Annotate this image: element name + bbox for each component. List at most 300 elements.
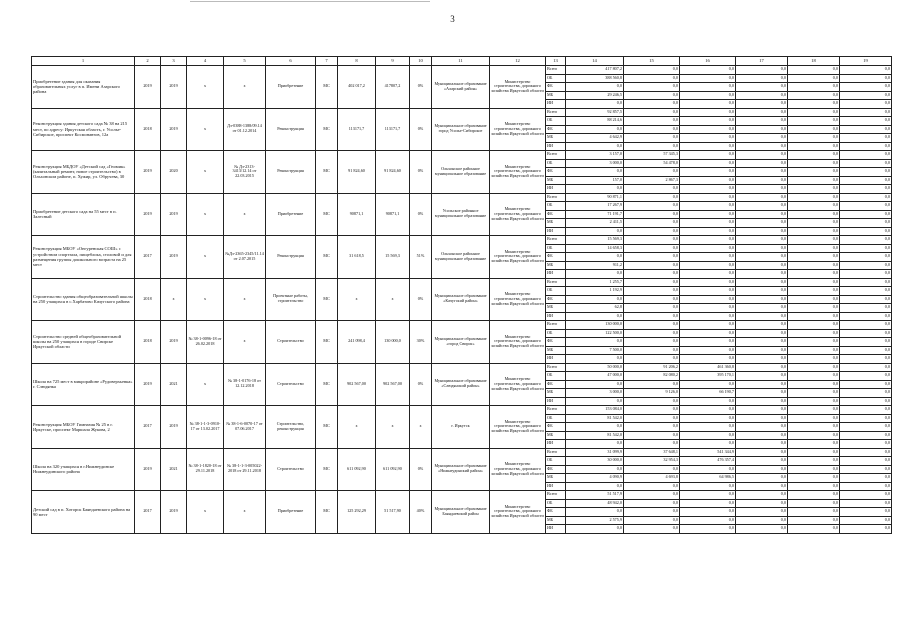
amount-cell: 0,0 [624,499,680,508]
amount-cell: 0,0 [788,321,840,330]
estimated-cost: 113171,7 [338,108,376,151]
funding-source: ИИ [546,312,566,321]
amount-cell: 0,0 [840,142,892,151]
amount-cell: 0,0 [788,66,840,75]
expertise-conclusion: № 38-1-6-0070-17 от 07.06.2017 [224,406,266,449]
amount-cell: 0,0 [680,304,736,313]
funding-source: Всего [546,491,566,500]
readiness-percent: 30% [410,321,432,364]
amount-cell: 0,0 [788,253,840,262]
amount-cell: 0,0 [680,270,736,279]
column-header: 11 [432,57,490,66]
funding-source: ОБ [546,117,566,126]
funding-source: ИИ [546,142,566,151]
amount-cell: 0,0 [788,185,840,194]
responsible-executor: Министерство строительства, дорожного хозяйства Иркутской области [490,406,546,449]
responsible-executor: Министерство строительства, дорожного хозяйства Иркутской области [490,448,546,491]
amount-cell: 0,0 [566,270,624,279]
amount-cell: 0,0 [680,278,736,287]
amount-cell: 0,0 [566,355,624,364]
amount-cell: 0,0 [566,185,624,194]
amount-cell: 48 942,0 [566,499,624,508]
funding-source: Всего [546,406,566,415]
amount-cell: 0,0 [788,499,840,508]
amount-cell: 157,0 [566,176,624,185]
amount-cell: 0,0 [680,346,736,355]
expertise-conclusion: № Дз-2313-3413/12.14 от 22.03.2015 [224,151,266,194]
amount-cell: 0,0 [680,210,736,219]
amount-cell: 0,0 [788,423,840,432]
table-row [32,66,892,75]
amount-cell: 0,0 [566,508,624,517]
estimated-cost: 902 567,00 [338,363,376,406]
amount-cell: 0,0 [624,406,680,415]
work-type: Приобретение [266,491,316,534]
funding-source: МБ [546,176,566,185]
project-name: Приобретение здания для оказания образовательных услуг в п. Имени Азарского района [32,66,135,109]
amount-cell: 0,0 [788,227,840,236]
expertise-conclusion: х [224,491,266,534]
work-type: Строительство [266,321,316,364]
amount-cell: 0,0 [736,346,788,355]
amount-cell: 0,0 [788,117,840,126]
amount-cell: 0,0 [788,525,840,534]
amount-cell: 0,0 [788,74,840,83]
amount-cell: 0,0 [736,525,788,534]
amount-cell: 0,0 [788,406,840,415]
amount-cell: 0,0 [680,338,736,347]
amount-cell: 0,0 [788,125,840,134]
amount-cell: 0,0 [624,516,680,525]
remaining-cost: 611 092,90 [376,448,410,491]
remaining-cost: 15 569,3 [376,236,410,279]
amount-cell: 0,0 [680,414,736,423]
amount-cell: 0,0 [624,525,680,534]
table-row [32,108,892,117]
amount-cell: 388 560,8 [566,74,624,83]
amount-cell: 0,0 [788,142,840,151]
funding-source: ФБ [546,295,566,304]
amount-cell: 0,0 [736,253,788,262]
funding-source: ФБ [546,253,566,262]
amount-cell: 0,0 [624,83,680,92]
work-type: Реконструкция [266,236,316,279]
amount-cell: 14 658,3 [566,244,624,253]
amount-cell: 0,0 [566,142,624,151]
amount-cell: 0,0 [788,491,840,500]
project-name: Реконструкция МБОУ «Онгуренская СОШ» с устройством спортзала, пищеблока, столовой и для размещения группы дошкольного возраста на 25 мест [32,236,135,279]
funding-source: МБ [546,474,566,483]
amount-cell: 0,0 [788,270,840,279]
readiness-percent: х [410,406,432,449]
amount-cell: 0,0 [736,142,788,151]
investment-projects-table [31,56,892,534]
column-header: 7 [316,57,338,66]
amount-cell: 0,0 [840,219,892,228]
start-year: 2017 [135,491,161,534]
amount-cell: 0,0 [736,431,788,440]
amount-cell: 0,0 [736,74,788,83]
amount-cell: 0,0 [624,329,680,338]
amount-cell: 0,0 [788,287,840,296]
amount-cell: 130 000,0 [566,321,624,330]
funding-source: ИИ [546,185,566,194]
amount-cell: 0,0 [624,440,680,449]
customer: г. Иркутск [432,406,490,449]
work-type: Строительство, реконструкция [266,406,316,449]
amount-cell: 0,0 [736,125,788,134]
construction-permit: х [187,151,224,194]
amount-cell: 62,8 [566,304,624,313]
column-header: 9 [376,57,410,66]
amount-cell: 0,0 [624,321,680,330]
page-number: 3 [450,14,455,24]
amount-cell: 0,0 [840,270,892,279]
amount-cell: 0,0 [840,508,892,517]
remaining-cost: 90871,1 [376,193,410,236]
ownership-form: МС [316,363,338,406]
amount-cell: 64 986,5 [680,474,736,483]
amount-cell: 0,0 [680,406,736,415]
amount-cell: 0,0 [680,321,736,330]
amount-cell: 30 000,0 [566,457,624,466]
amount-cell: 7 500,0 [566,346,624,355]
end-year: 2019 [161,193,187,236]
amount-cell: 0,0 [680,117,736,126]
amount-cell: 2 867,3 [624,176,680,185]
start-year: 2018 [135,108,161,151]
expertise-conclusion: х [224,278,266,321]
amount-cell: 0,0 [840,380,892,389]
funding-source: МБ [546,346,566,355]
amount-cell: 0,0 [680,295,736,304]
amount-cell: 476 357,4 [680,457,736,466]
amount-cell: 0,0 [840,168,892,177]
amount-cell: 0,0 [624,74,680,83]
amount-cell: 0,0 [680,134,736,143]
amount-cell: 47 000,0 [566,372,624,381]
amount-cell: 0,0 [736,117,788,126]
amount-cell: 0,0 [680,312,736,321]
customer: Ольхонское районное муниципальное образование [432,151,490,194]
amount-cell: 0,0 [736,236,788,245]
amount-cell: 0,0 [624,142,680,151]
funding-source: ФБ [546,125,566,134]
amount-cell: 0,0 [736,474,788,483]
amount-cell: 0,0 [840,414,892,423]
amount-cell: 0,0 [840,525,892,534]
table-row [32,236,892,245]
amount-cell: 4 642,9 [566,134,624,143]
table-row [32,321,892,330]
amount-cell: 0,0 [840,491,892,500]
amount-cell: 0,0 [840,91,892,100]
funding-source: ОБ [546,244,566,253]
amount-cell: 92 857,5 [566,108,624,117]
amount-cell: 0,0 [566,482,624,491]
amount-cell: 0,0 [736,261,788,270]
funding-source: ИИ [546,100,566,109]
amount-cell: 0,0 [840,159,892,168]
amount-cell: 0,0 [840,66,892,75]
amount-cell: 0,0 [736,304,788,313]
amount-cell: 0,0 [736,355,788,364]
amount-cell: 0,0 [736,338,788,347]
amount-cell: 91 206,2 [624,363,680,372]
amount-cell: 0,0 [788,83,840,92]
work-type: Строительство [266,363,316,406]
amount-cell: 1 255,7 [566,278,624,287]
amount-cell: 0,0 [680,236,736,245]
remaining-cost: 113171,7 [376,108,410,151]
amount-cell: 0,0 [624,414,680,423]
column-header: 16 [680,57,736,66]
amount-cell: 0,0 [840,363,892,372]
amount-cell: 88 214,6 [566,117,624,126]
amount-cell: 0,0 [566,380,624,389]
amount-cell: 0,0 [736,406,788,415]
amount-cell: 0,0 [840,355,892,364]
readiness-percent: 40% [410,491,432,534]
amount-cell: 0,0 [680,261,736,270]
amount-cell: 0,0 [566,83,624,92]
estimated-cost: 611 092,90 [338,448,376,491]
ownership-form: МС [316,321,338,364]
amount-cell: 153 084,0 [566,406,624,415]
remaining-cost: 51 517,90 [376,491,410,534]
amount-cell: 0,0 [840,499,892,508]
amount-cell: 0,0 [624,236,680,245]
amount-cell: 0,0 [788,100,840,109]
project-name: Школа на 725 мест в микрорайоне «Рудоверхьевка» г. Слюдянка [32,363,135,406]
amount-cell: 71 191,7 [566,210,624,219]
amount-cell: 0,0 [788,516,840,525]
funding-source: МБ [546,431,566,440]
amount-cell: 0,0 [840,261,892,270]
column-header: 8 [338,57,376,66]
project-name: Строительство здания общеобразовательной школы на 250 учащихся в с.Харбатово Качугского района [32,278,135,321]
amount-cell: 90 871,1 [566,193,624,202]
amount-cell: 0,0 [566,253,624,262]
amount-cell: 0,0 [680,227,736,236]
expertise-conclusion: х [224,193,266,236]
amount-cell: 0,0 [736,321,788,330]
table-body [32,66,892,534]
work-type: Строительство [266,448,316,491]
amount-cell: 0,0 [736,91,788,100]
customer: Муниципальное образование «Качугский район» [432,278,490,321]
amount-cell: 0,0 [736,448,788,457]
funding-source: ОБ [546,414,566,423]
remaining-cost: 417807,2 [376,66,410,109]
amount-cell: 0,0 [840,482,892,491]
amount-cell: 0,0 [840,151,892,160]
top-rule [190,1,430,2]
funding-source: Всего [546,363,566,372]
amount-cell: 0,0 [788,363,840,372]
amount-cell: 0,0 [736,457,788,466]
amount-cell: 0,0 [736,244,788,253]
amount-cell: 0,0 [840,134,892,143]
amount-cell: 29 246,5 [566,91,624,100]
amount-cell: 0,0 [624,66,680,75]
amount-cell: 0,0 [788,219,840,228]
amount-cell: 0,0 [788,346,840,355]
column-header: 15 [624,57,680,66]
amount-cell: 15 569,3 [566,236,624,245]
amount-cell: 0,0 [624,491,680,500]
amount-cell: 0,0 [566,423,624,432]
column-header: 3 [161,57,187,66]
funding-source: ИИ [546,227,566,236]
start-year: 2019 [135,363,161,406]
amount-cell: 0,0 [736,159,788,168]
amount-cell: 0,0 [680,287,736,296]
readiness-percent: 0% [410,363,432,406]
start-year: 2018 [135,278,161,321]
funding-source: Всего [546,278,566,287]
amount-cell: 417 807,2 [566,66,624,75]
amount-cell: 0,0 [680,482,736,491]
expertise-conclusion: х [224,321,266,364]
funding-source: Всего [546,193,566,202]
amount-cell: 0,0 [840,108,892,117]
readiness-percent: 0% [410,448,432,491]
amount-cell: 0,0 [680,108,736,117]
construction-permit: х [187,236,224,279]
amount-cell: 0,0 [736,66,788,75]
amount-cell: 0,0 [788,431,840,440]
amount-cell: 0,0 [788,508,840,517]
amount-cell: 0,0 [566,312,624,321]
amount-cell: 0,0 [680,159,736,168]
amount-cell: 0,0 [736,499,788,508]
amount-cell: 0,0 [680,508,736,517]
amount-cell: 0,0 [788,380,840,389]
remaining-cost: 91 824,60 [376,151,410,194]
amount-cell: 0,0 [680,525,736,534]
funding-source: МБ [546,261,566,270]
ownership-form: МС [316,236,338,279]
amount-cell: 0,0 [736,482,788,491]
funding-source: ФБ [546,168,566,177]
amount-cell: 0,0 [624,125,680,134]
construction-permit: х [187,363,224,406]
amount-cell: 0,0 [736,134,788,143]
amount-cell: 0,0 [566,465,624,474]
start-year: 2017 [135,236,161,279]
amount-cell: 0,0 [840,227,892,236]
expertise-conclusion: № 38-1-1-3-005022-2018 от 29.11.2018 [224,448,266,491]
project-name: Школа на 320 учащихся в г.Нижнеудинске Нижнеудинского района [32,448,135,491]
amount-cell: 0,0 [566,168,624,177]
funding-source: ФБ [546,423,566,432]
ownership-form: МС [316,406,338,449]
amount-cell: 0,0 [624,338,680,347]
customer: Муниципальное образование Баяндаевский район [432,491,490,534]
amount-cell: 0,0 [736,151,788,160]
start-year: 2019 [135,66,161,109]
amount-cell: 0,0 [788,457,840,466]
amount-cell: 0,0 [680,219,736,228]
amount-cell: 0,0 [624,355,680,364]
amount-cell: 0,0 [840,74,892,83]
funding-source: Всего [546,448,566,457]
amount-cell: 0,0 [566,295,624,304]
amount-cell: 0,0 [840,236,892,245]
amount-cell: 0,0 [680,125,736,134]
amount-cell: 0,0 [840,406,892,415]
customer: Муниципальное образование «город Свирск» [432,321,490,364]
amount-cell: 0,0 [680,397,736,406]
readiness-percent: 51% [410,236,432,279]
funding-source: ИИ [546,440,566,449]
amount-cell: 0,0 [736,363,788,372]
expertise-conclusion: х [224,66,266,109]
amount-cell: 0,0 [840,397,892,406]
amount-cell: 0,0 [624,168,680,177]
table-row [32,406,892,415]
remaining-cost: х [376,406,410,449]
amount-cell: 0,0 [788,236,840,245]
amount-cell: 0,0 [624,185,680,194]
responsible-executor: Министерство строительства, дорожного хозяйства Иркутской области [490,278,546,321]
table-row [32,448,892,457]
project-name: Приобретение детского сада на 55 мест в п. Залесный [32,193,135,236]
amount-cell: 0,0 [736,508,788,517]
estimated-cost: х [338,278,376,321]
amount-cell: 0,0 [566,525,624,534]
readiness-percent: 0% [410,151,432,194]
readiness-percent: 0% [410,66,432,109]
amount-cell: 0,0 [736,83,788,92]
amount-cell: 0,0 [624,482,680,491]
amount-cell: 0,0 [736,108,788,117]
funding-source: ФБ [546,210,566,219]
estimated-cost: 125 292,29 [338,491,376,534]
amount-cell: 0,0 [624,253,680,262]
amount-cell: 0,0 [624,397,680,406]
funding-source: МБ [546,516,566,525]
funding-source: ОБ [546,287,566,296]
amount-cell: 0,0 [624,210,680,219]
amount-cell: 0,0 [788,278,840,287]
column-header: 10 [410,57,432,66]
amount-cell: 0,0 [566,338,624,347]
amount-cell: 0,0 [788,151,840,160]
amount-cell: 0,0 [840,465,892,474]
amount-cell: 0,0 [736,219,788,228]
project-name: Строительство средней общеобразовательной школы на 250 учащихся в городе Свирске Иркутской области [32,321,135,364]
amount-cell: 66 190,7 [680,389,736,398]
amount-cell: 0,0 [680,83,736,92]
amount-cell: 0,0 [624,117,680,126]
column-header: 6 [266,57,316,66]
ownership-form: МС [316,448,338,491]
amount-cell: 0,0 [840,389,892,398]
readiness-percent: 0% [410,278,432,321]
amount-cell: 0,0 [566,397,624,406]
amount-cell: 0,0 [840,423,892,432]
column-header: 5 [224,57,266,66]
amount-cell: 0,0 [624,465,680,474]
table-row [32,151,892,160]
amount-cell: 0,0 [736,210,788,219]
amount-cell: 0,0 [840,448,892,457]
amount-cell: 0,0 [736,516,788,525]
end-year: 2021 [161,448,187,491]
amount-cell: 0,0 [736,168,788,177]
